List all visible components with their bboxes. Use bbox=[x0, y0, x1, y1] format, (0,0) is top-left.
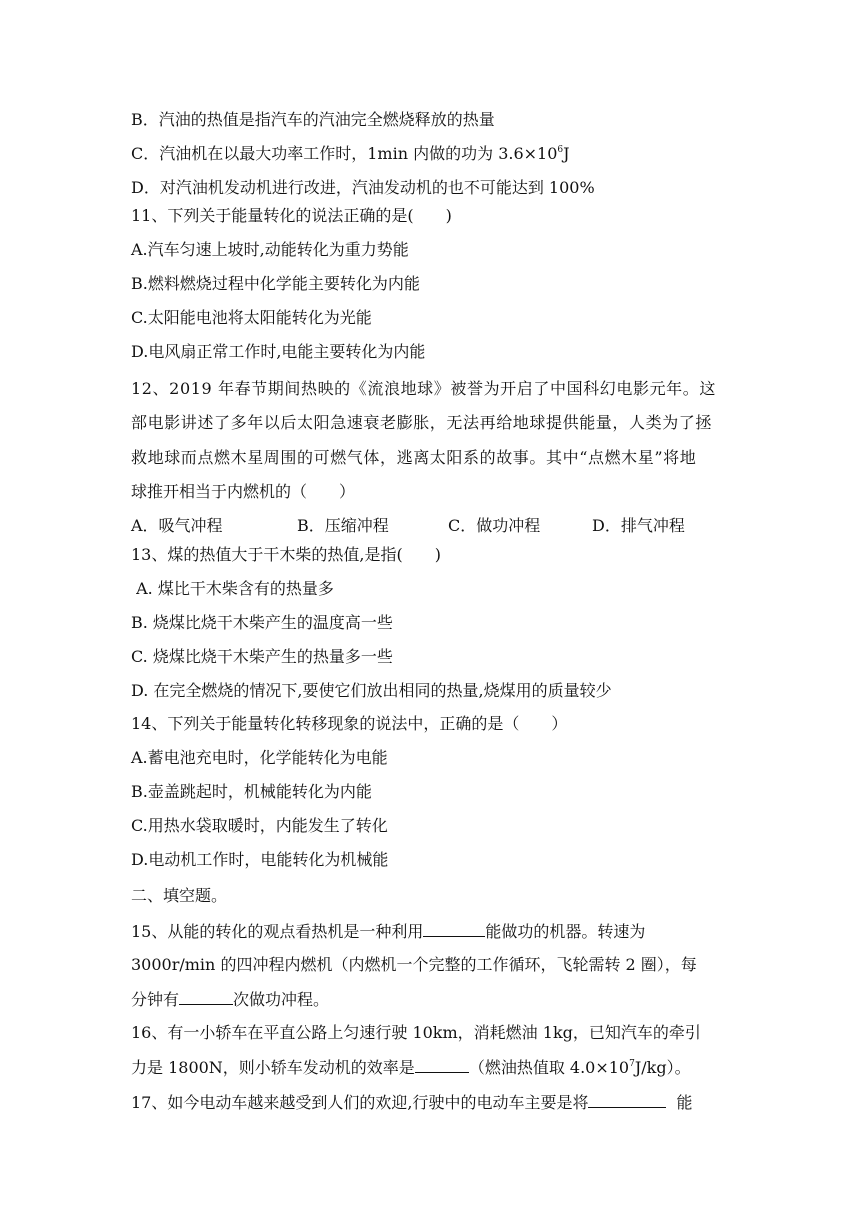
question-12-line-2: 部电影讲述了多年以后太阳急速衰老膨胀，无法再给地球提供能量，人类为了拯 bbox=[131, 413, 713, 432]
option-13a: A. 煤比干木柴含有的热量多 bbox=[131, 579, 334, 598]
option-10c-exponent: 6 bbox=[557, 144, 564, 155]
option-10b: B．汽油的热值是指汽车的汽油完全燃烧释放的热量 bbox=[131, 110, 495, 129]
question-16-text-b: （燃油热值取 4.0×10 bbox=[468, 1058, 630, 1077]
answer-blank-17[interactable] bbox=[588, 1092, 666, 1108]
question-13: 13、煤的热值大于干木柴的热值,是指( ) bbox=[131, 545, 441, 564]
question-15-text-a: 15、从能的转化的观点看热机是一种利用 bbox=[131, 922, 424, 941]
question-17-line-1 bbox=[131, 1092, 692, 1113]
question-16-exponent: 7 bbox=[629, 1058, 635, 1069]
option-10c-unit: J bbox=[563, 144, 570, 163]
question-11: 11、下列关于能量转化的说法正确的是( ) bbox=[131, 206, 452, 225]
question-16-text-a: 力是 1800N，则小轿车发动机的效率是 bbox=[131, 1058, 415, 1077]
answer-blank-15a[interactable] bbox=[423, 921, 485, 937]
question-15-line-2: 3000r/min 的四冲程内燃机（内燃机一个完整的工作循环，飞轮需转 2 圈），每 bbox=[131, 955, 697, 974]
option-12a: A．吸气冲程 bbox=[131, 516, 223, 535]
question-15-text-c: 分钟有 bbox=[131, 990, 180, 1009]
question-15-line-3 bbox=[131, 989, 329, 1010]
question-14: 14、下列关于能量转化转移现象的说法中，正确的是（ ） bbox=[131, 714, 568, 733]
option-10c-text: C．汽油机在以最大功率工作时，1min 内做的功为 3.6×10 bbox=[131, 144, 558, 163]
question-16-line-2 bbox=[131, 1057, 691, 1078]
option-13d: D. 在完全燃烧的情况下,要使它们放出相同的热量,烧煤用的质量较少 bbox=[131, 681, 612, 700]
option-11b: B.燃料燃烧过程中化学能主要转化为内能 bbox=[131, 274, 420, 293]
option-14d: D.电动机工作时，电能转化为机械能 bbox=[131, 850, 389, 869]
option-12d: D．排气冲程 bbox=[592, 516, 685, 535]
question-12-line-1: 12、2019 年春节期间热映的《流浪地球》被誉为开启了中国科幻电影元年。这 bbox=[131, 379, 716, 398]
question-12-line-3: 救地球而点燃木星周围的可燃气体，逃离太阳系的故事。其中“点燃木星”将地 bbox=[131, 448, 697, 467]
question-15-text-b: 能做功的机器。转速为 bbox=[485, 922, 646, 941]
option-13b: B. 烧煤比烧干木柴产生的温度高一些 bbox=[131, 613, 393, 632]
option-14c: C.用热水袋取暖时，内能发生了转化 bbox=[131, 816, 388, 835]
option-11c: C.太阳能电池将太阳能转化为光能 bbox=[131, 308, 372, 327]
section-heading-fill-in: 二、填空题。 bbox=[131, 886, 228, 905]
option-10d: D．对汽油机发动机进行改进，汽油发动机的也不可能达到 100% bbox=[131, 178, 595, 197]
option-12b: B．压缩冲程 bbox=[297, 516, 389, 535]
option-12c: C．做功冲程 bbox=[448, 516, 541, 535]
question-12-line-4: 球推开相当于内燃机的（ ） bbox=[131, 482, 356, 501]
answer-blank-15b[interactable] bbox=[179, 989, 233, 1005]
option-10c bbox=[131, 144, 570, 164]
question-16-line-1: 16、有一小轿车在平直公路上匀速行驶 10km，消耗燃油 1kg，已知汽车的牵引 bbox=[131, 1023, 701, 1042]
option-14a: A.蓄电池充电时，化学能转化为电能 bbox=[131, 748, 388, 767]
answer-blank-16[interactable] bbox=[415, 1057, 469, 1073]
question-15-line-1 bbox=[131, 921, 645, 942]
question-17-text-a: 17、如今电动车越来越受到人们的欢迎,行驶中的电动车主要是将 bbox=[131, 1093, 589, 1112]
option-14b: B.壶盖跳起时，机械能转化为内能 bbox=[131, 782, 372, 801]
question-17-text-b: 能 bbox=[676, 1093, 693, 1112]
question-15-text-d: 次做功冲程。 bbox=[233, 990, 330, 1009]
question-16-text-c: J/kg）。 bbox=[634, 1058, 691, 1077]
option-13c: C. 烧煤比烧干木柴产生的热量多一些 bbox=[131, 647, 393, 666]
option-11a: A.汽车匀速上坡时,动能转化为重力势能 bbox=[131, 240, 409, 259]
option-11d: D.电风扇正常工作时,电能主要转化为内能 bbox=[131, 342, 426, 361]
